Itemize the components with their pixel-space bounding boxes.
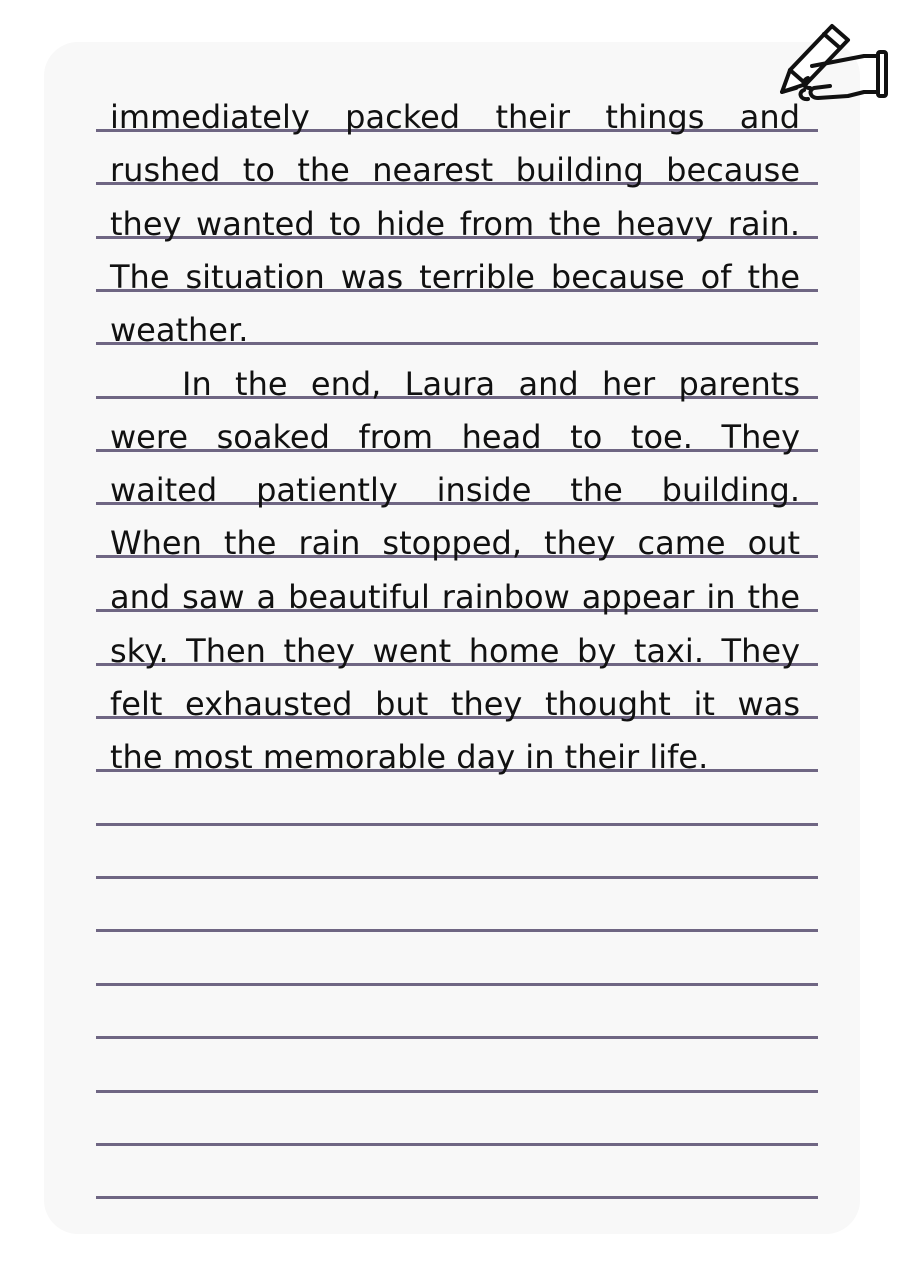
ruled-line <box>96 1090 818 1093</box>
text-line: rushed to the nearest building because <box>110 151 800 189</box>
writing-hand-icon <box>768 16 892 104</box>
text-line: The situation was terrible because of the <box>110 258 800 296</box>
ruled-line <box>96 1143 818 1146</box>
text-line: immediately packed their things and <box>110 98 800 136</box>
ruled-line <box>96 876 818 879</box>
ruled-line <box>96 823 818 826</box>
text-line: they wanted to hide from the heavy rain. <box>110 205 800 243</box>
text-line: and saw a beautiful rainbow appear in the <box>110 578 800 616</box>
text-line: waited patiently inside the building. <box>110 471 800 509</box>
ruled-line <box>96 929 818 932</box>
ruled-line <box>96 1196 818 1199</box>
text-line: In the end, Laura and her parents <box>182 365 800 403</box>
text-line: weather. <box>110 311 249 349</box>
ruled-line <box>96 1036 818 1039</box>
ruled-line <box>96 983 818 986</box>
text-line: When the rain stopped, they came out <box>110 524 800 562</box>
text-line: were soaked from head to toe. They <box>110 418 800 456</box>
text-line: felt exhausted but they thought it was <box>110 685 800 723</box>
text-line: the most memorable day in their life. <box>110 738 709 776</box>
text-line: sky. Then they went home by taxi. They <box>110 632 800 670</box>
